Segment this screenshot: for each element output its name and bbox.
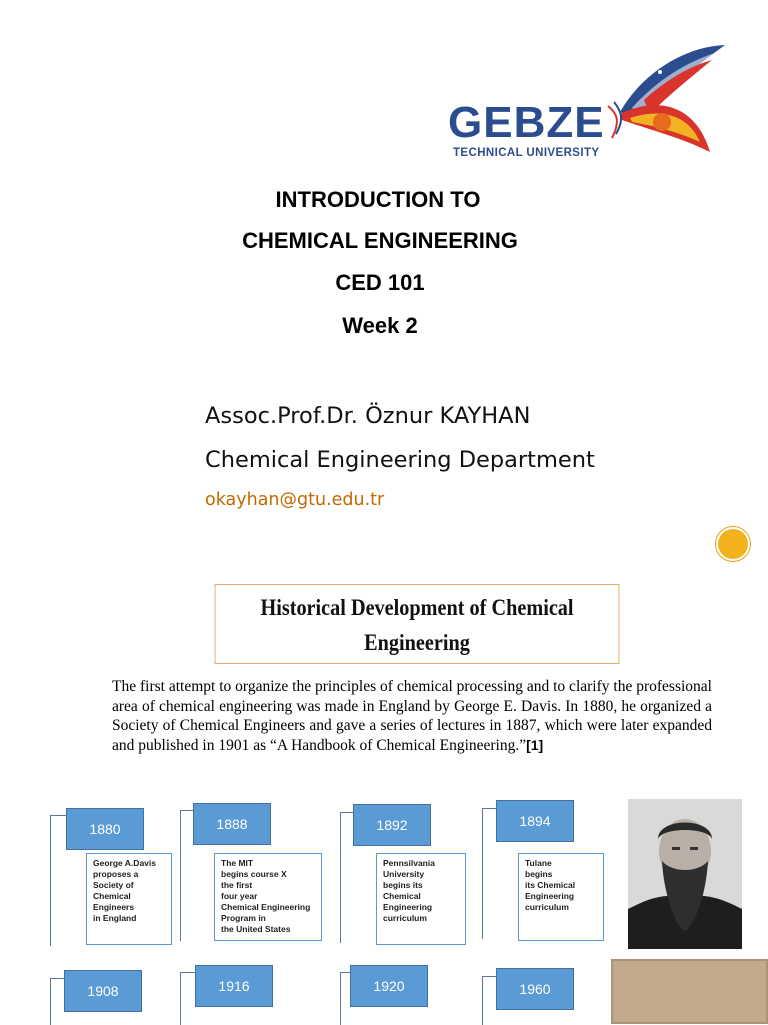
week-label: Week 2 [342,313,418,338]
slide-nav-dot[interactable] [716,527,750,561]
timeline-desc-1888: The MIT begins course X the first four year Chemical Engineering Program in the United States [214,853,322,941]
timeline-year-1894: 1894 [496,800,574,842]
timeline-desc-1880: George A.Davis proposes a Society of Chemical Engineers in England [86,853,172,945]
history-heading-line-1: Historical Development of Chemical [260,595,574,620]
timeline-desc-1894: Tulane begins its Chemical Engineering curriculum [518,853,604,941]
george-davis-portrait [628,799,742,949]
author-email-link[interactable]: okayhan@gtu.edu.tr [205,490,385,510]
history-paragraph-text: The first attempt to organize the principles of chemical processing and to clarify the professional area of chemical engineering was made in England by George E. Davis. In 1880, he organized a Society of Chemical Engineers and gave a series of lectures in 1887, which were later expanded and published in 1901 as “A Handbook of Chemical Engineering.” [112,678,712,754]
title-line-1: INTRODUCTION TO [275,187,481,212]
history-heading-line-2: Engineering [364,630,470,655]
history-paragraph [112,677,712,755]
logo-wordmark: GEBZE [448,98,605,147]
timeline-year-1916: 1916 [195,965,273,1007]
timeline-year-1880: 1880 [66,808,144,850]
timeline-year-1960: 1960 [496,968,574,1010]
title-line-2: CHEMICAL ENGINEERING [242,228,518,253]
reference-marker: [1] [526,736,544,753]
timeline-year-1888: 1888 [193,803,271,845]
logo-subtitle: TECHNICAL UNIVERSITY [453,147,600,159]
history-heading [215,584,620,664]
university-logo-mark [600,42,730,167]
department-name: Chemical Engineering Department [205,447,595,473]
timeline-year-1892: 1892 [353,804,431,846]
timeline-desc-1892: Pennsilvania University begins its Chemical Engineering curriculum [376,853,466,945]
timeline-year-1908: 1908 [64,970,142,1012]
old-document-image [611,959,768,1024]
author-name: Assoc.Prof.Dr. Öznur KAYHAN [205,403,531,429]
timeline-year-1920: 1920 [350,965,428,1007]
course-code: CED 101 [335,270,425,295]
